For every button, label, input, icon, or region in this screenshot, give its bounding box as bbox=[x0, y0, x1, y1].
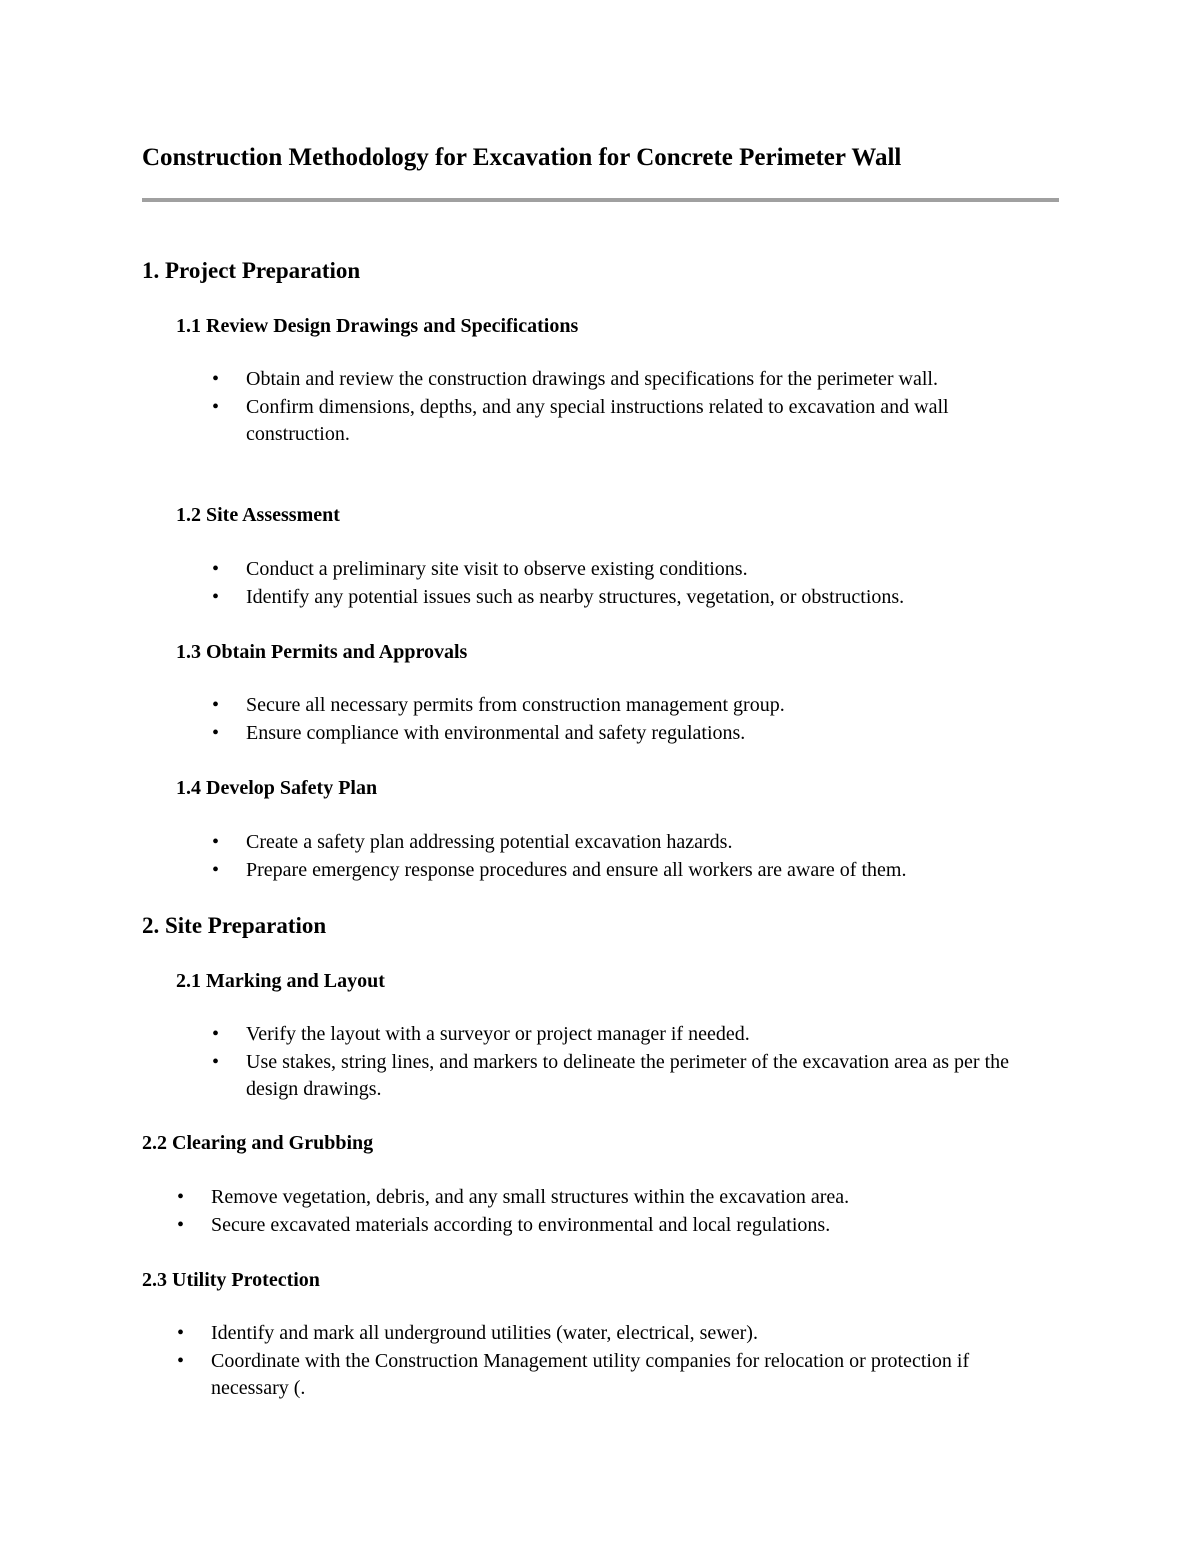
title-divider bbox=[142, 198, 1059, 202]
bullet-list-permits bbox=[212, 692, 1046, 747]
list-item bbox=[212, 584, 1046, 612]
bullet-icon: • bbox=[212, 395, 220, 418]
subsection-heading-permits: 1.3 Obtain Permits and Approvals bbox=[176, 641, 468, 663]
bullet-icon: • bbox=[212, 694, 220, 716]
list-item bbox=[212, 692, 1046, 720]
list-item-text: Secure all necessary permits from construction management group. bbox=[246, 694, 785, 716]
list-item-text: Use stakes, string lines, and markers to delineate the perimeter of the excavation area as per the design drawings. bbox=[246, 1050, 1010, 1100]
list-item-text: Create a safety plan addressing potential excavation hazards. bbox=[246, 831, 733, 853]
list-item bbox=[177, 1320, 1046, 1348]
bullet-list-site-assessment bbox=[212, 556, 1046, 611]
bullet-icon: • bbox=[212, 1050, 220, 1073]
bullet-icon: • bbox=[212, 858, 220, 881]
list-item-text: Prepare emergency response procedures and ensure all workers are aware of them. bbox=[246, 858, 907, 881]
bullet-list-review-design bbox=[212, 366, 1046, 449]
list-item-text: Secure excavated materials according to environmental and local regulations. bbox=[211, 1213, 831, 1236]
subsection-heading-marking-layout: 2.1 Marking and Layout bbox=[176, 970, 385, 992]
bullet-icon: • bbox=[212, 721, 220, 744]
bullet-icon: • bbox=[177, 1213, 185, 1236]
list-item bbox=[212, 366, 1046, 394]
subsection-heading-review-design: 1.1 Review Design Drawings and Specifications bbox=[176, 315, 579, 337]
bullet-icon: • bbox=[177, 1349, 185, 1372]
list-item-text: Obtain and review the construction drawings and specifications for the perimeter wall. bbox=[246, 368, 938, 390]
list-item bbox=[212, 857, 1046, 885]
list-item-text: Identify any potential issues such as nearby structures, vegetation, or obstructions. bbox=[246, 585, 905, 608]
list-item-text: Ensure compliance with environmental and safety regulations. bbox=[246, 721, 746, 744]
bullet-icon: • bbox=[212, 585, 220, 608]
bullet-list-clearing-grubbing bbox=[177, 1184, 1046, 1239]
bullet-icon: • bbox=[212, 1023, 220, 1045]
list-item-text: Remove vegetation, debris, and any small structures within the excavation area. bbox=[211, 1186, 850, 1208]
list-item bbox=[177, 1212, 1046, 1240]
subsection-heading-utility-protection: 2.3 Utility Protection bbox=[142, 1269, 320, 1291]
list-item bbox=[212, 556, 1046, 584]
bullet-icon: • bbox=[177, 1186, 185, 1208]
list-item-text: Conduct a preliminary site visit to observe existing conditions. bbox=[246, 558, 748, 580]
document-title: Construction Methodology for Excavation for Concrete Perimeter Wall bbox=[142, 144, 902, 171]
list-item bbox=[177, 1348, 1046, 1403]
subsection-heading-clearing-grubbing: 2.2 Clearing and Grubbing bbox=[142, 1132, 374, 1154]
bullet-list-marking-layout bbox=[212, 1021, 1046, 1104]
bullet-list-utility-protection bbox=[177, 1320, 1046, 1403]
subsection-heading-site-assessment: 1.2 Site Assessment bbox=[176, 504, 340, 526]
bullet-icon: • bbox=[212, 558, 220, 580]
list-item-text: Coordinate with the Construction Management utility companies for relocation or protection if necessary (. bbox=[211, 1349, 970, 1399]
list-item-text: Confirm dimensions, depths, and any special instructions related to excavation and wall construction. bbox=[246, 395, 949, 445]
section-heading-project-preparation: 1. Project Preparation bbox=[142, 258, 361, 283]
list-item bbox=[212, 1021, 1046, 1049]
bullet-icon: • bbox=[212, 831, 220, 853]
list-item bbox=[212, 720, 1046, 748]
list-item bbox=[212, 394, 1046, 449]
section-heading-site-preparation: 2. Site Preparation bbox=[142, 913, 327, 938]
bullet-list-safety-plan bbox=[212, 829, 1046, 884]
list-item bbox=[177, 1184, 1046, 1212]
list-item bbox=[212, 829, 1046, 857]
subsection-heading-safety-plan: 1.4 Develop Safety Plan bbox=[176, 777, 378, 799]
bullet-icon: • bbox=[212, 368, 220, 390]
list-item-text: Identify and mark all underground utilities (water, electrical, sewer). bbox=[211, 1322, 758, 1344]
list-item bbox=[212, 1049, 1046, 1104]
list-item-text: Verify the layout with a surveyor or project manager if needed. bbox=[246, 1023, 750, 1045]
bullet-icon: • bbox=[177, 1322, 185, 1344]
